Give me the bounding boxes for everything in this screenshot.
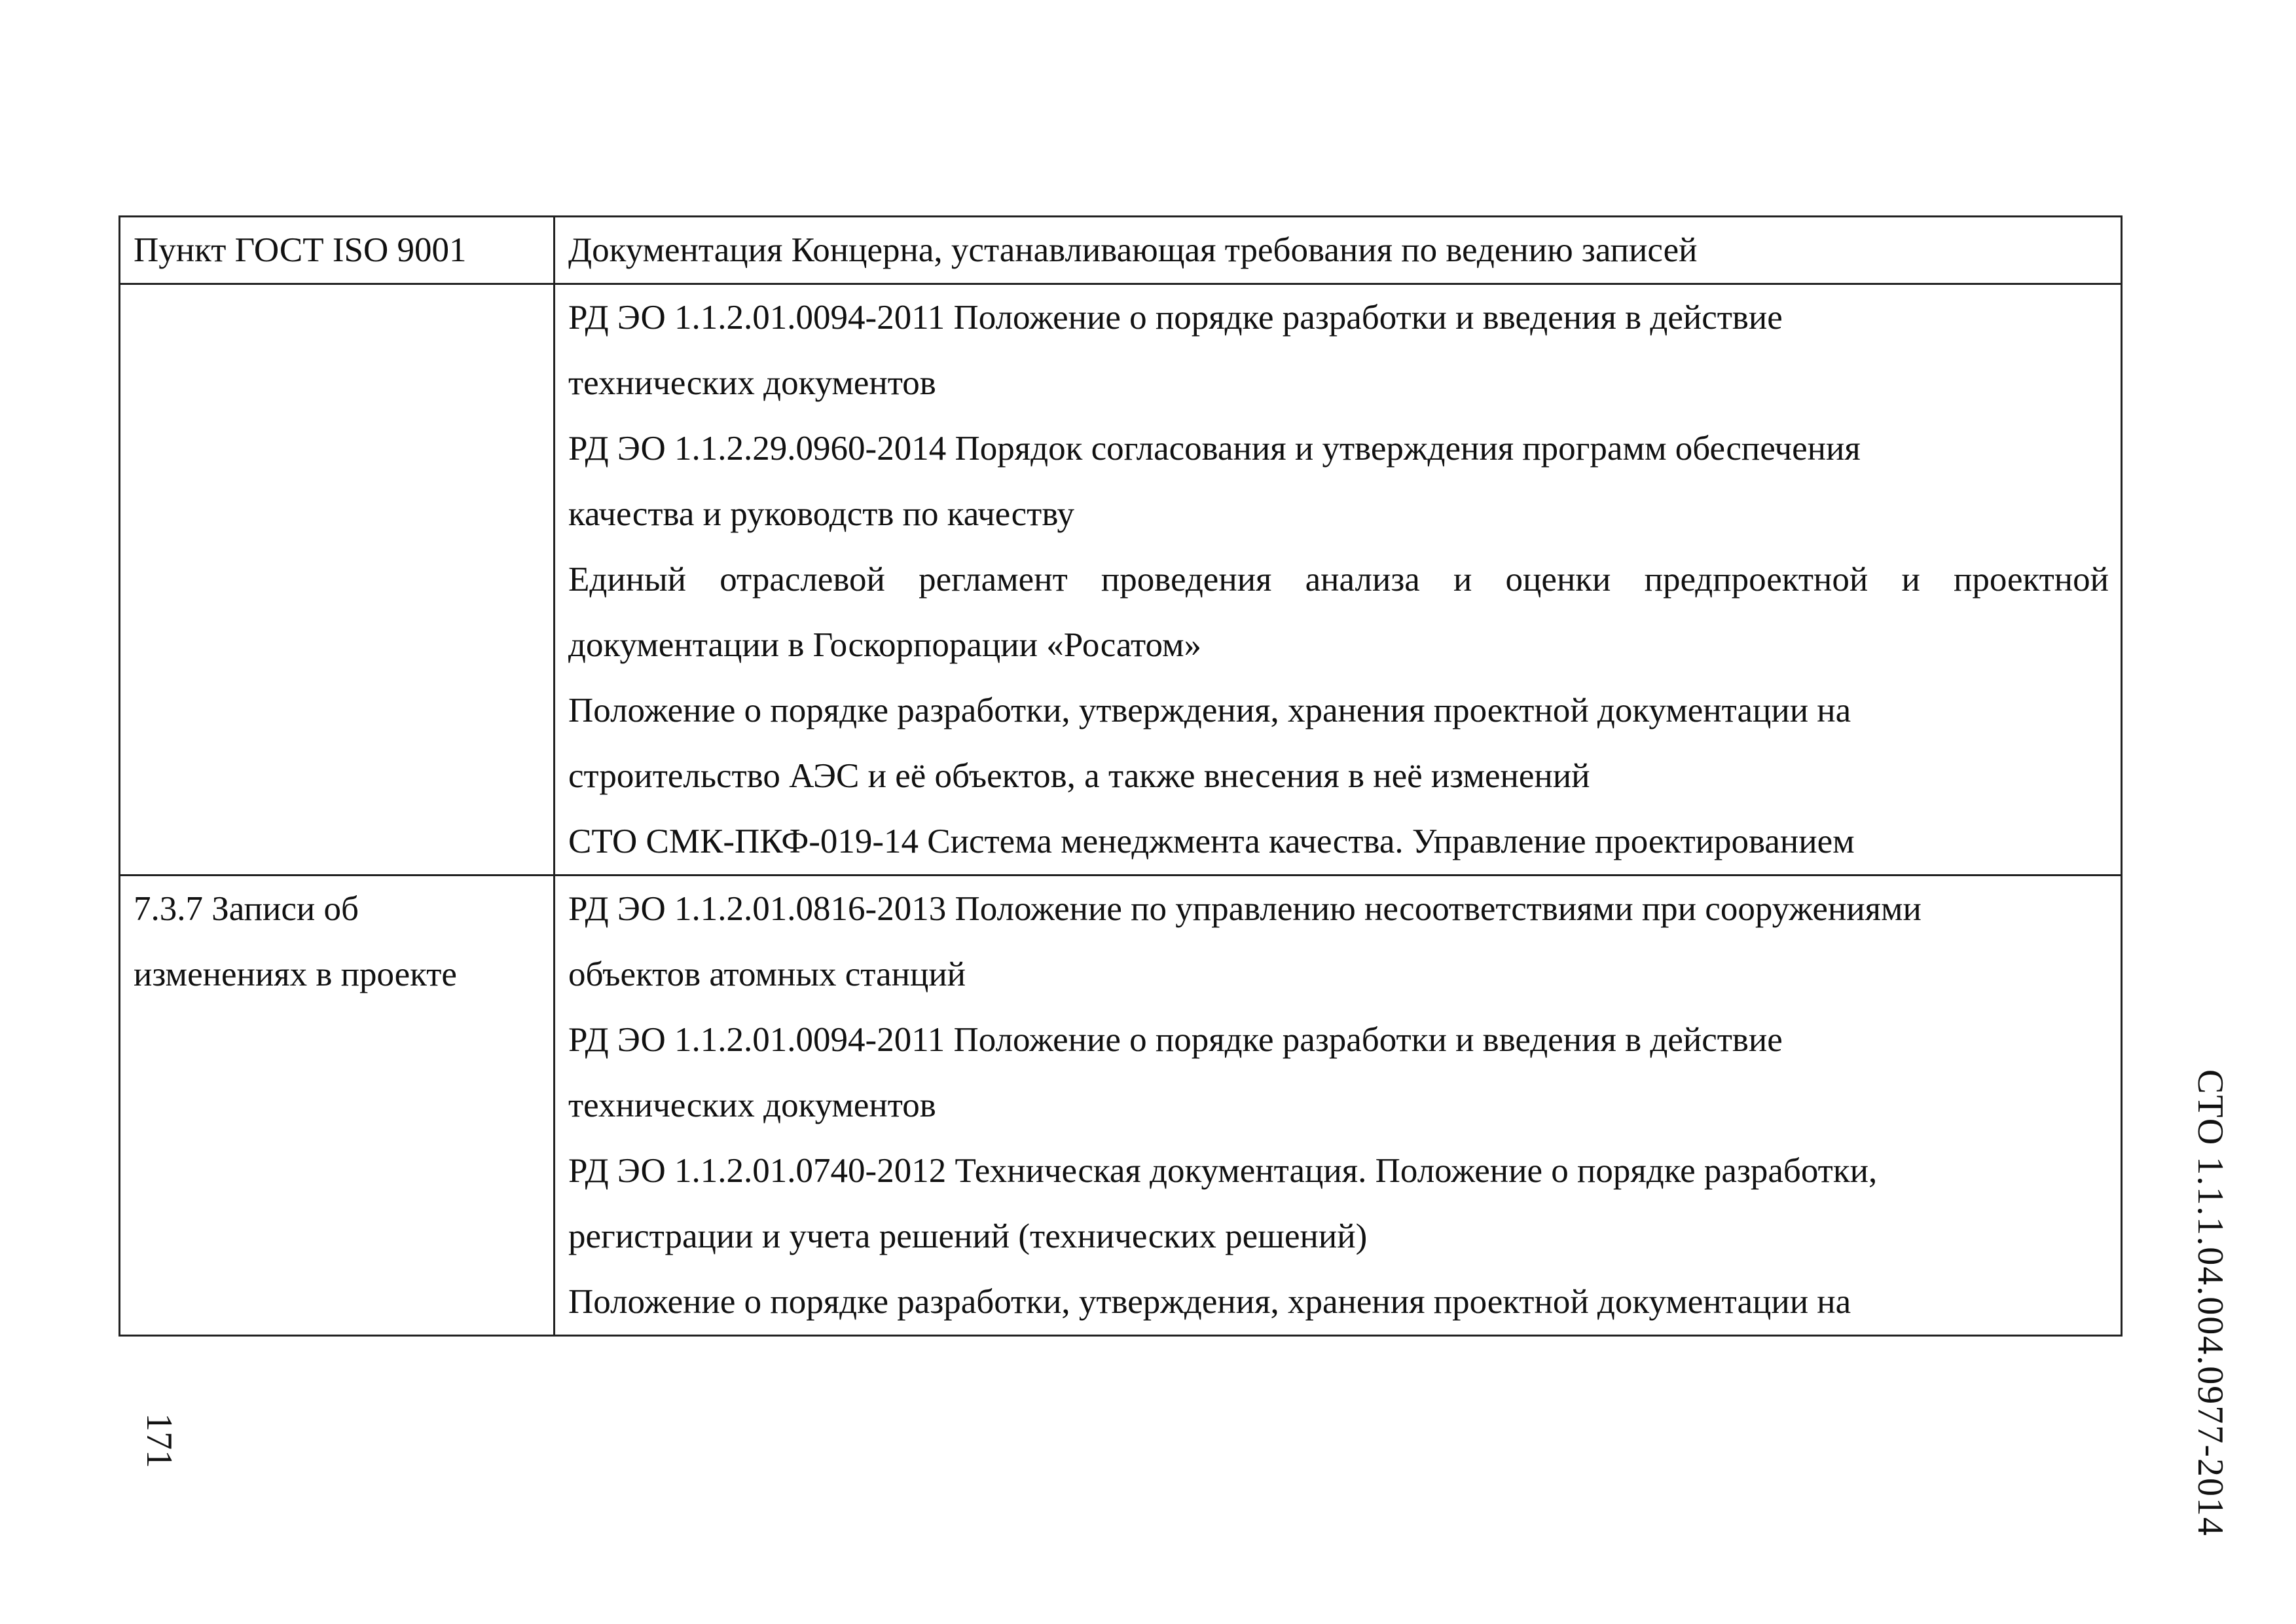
clause-cell — [120, 876, 555, 1336]
table-header-row — [120, 217, 2122, 284]
header-documentation-label: Документация Концерна, устанавливающая требования по ведению записей — [568, 231, 1698, 269]
document-line: строительство АЭС и её объектов, а также внесения в неё изменений — [568, 757, 1590, 795]
document-line: регистрации и учета решений (технических решений) — [568, 1217, 1368, 1255]
document-line: качества и руководств по качеству — [568, 495, 1075, 533]
document-line: РД ЭО 1.1.2.01.0094-2011 Положение о порядке разработки и введения в действие — [568, 1021, 1783, 1059]
header-cell-documentation — [555, 217, 2122, 284]
page-number: 171 — [139, 1413, 179, 1468]
document-line: технических документов — [568, 364, 936, 402]
document-line: объектов атомных станций — [568, 955, 966, 993]
document-line: РД ЭО 1.1.2.01.0740-2012 Техническая документация. Положение о порядке разработки, — [568, 1152, 1878, 1190]
document-line: Положение о порядке разработки, утверждения, хранения проектной документации на — [568, 692, 1851, 729]
clause-text: 7.3.7 Записи об изменениях в проекте — [134, 890, 457, 993]
clause-cell — [120, 284, 555, 876]
document-line: РД ЭО 1.1.2.29.0960-2014 Порядок согласования и утверждения программ обеспечения — [568, 430, 1861, 468]
documentation-cell — [555, 284, 2122, 876]
header-clause-label: Пункт ГОСТ ISO 9001 — [134, 231, 467, 269]
table-row — [120, 876, 2122, 1336]
document-line: документации в Госкорпорации «Росатом» — [568, 626, 1202, 664]
document-line: РД ЭО 1.1.2.01.0094-2011 Положение о порядке разработки и введения в действие — [568, 299, 1783, 337]
document-line: Единый отраслевой регламент проведения анализа и оценки предпроектной и проектной — [568, 561, 2109, 599]
header-cell-clause — [120, 217, 555, 284]
document-line: Положение о порядке разработки, утверждения, хранения проектной документации на — [568, 1283, 1851, 1321]
documentation-cell — [555, 876, 2122, 1336]
records-documentation-table — [118, 215, 2123, 1337]
table-row — [120, 284, 2122, 876]
document-line: СТО СМК-ПКФ-019-14 Система менеджмента качества. Управление проектированием — [568, 822, 1855, 860]
document-line: РД ЭО 1.1.2.01.0816-2013 Положение по управлению несоответствиями при сооружениями — [568, 890, 1922, 928]
document-line: технических документов — [568, 1086, 936, 1124]
document-code: СТО 1.1.1.04.004.0977-2014 — [2190, 1069, 2231, 1537]
